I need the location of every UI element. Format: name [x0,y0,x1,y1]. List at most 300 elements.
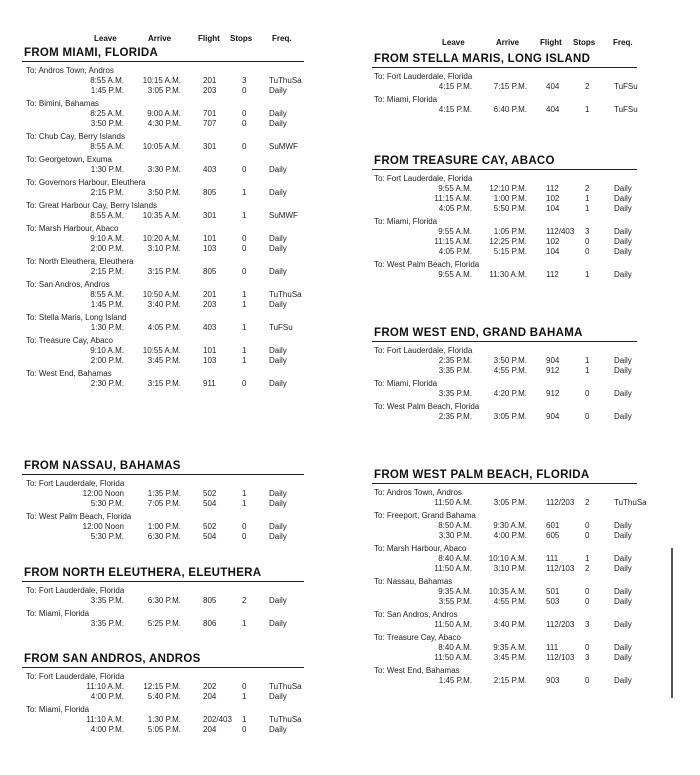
leave-time: 5:30 P.M. [90,499,124,508]
destination-label: To: Great Harbour Cay, Berry Islands [26,201,158,210]
stops-count: 0 [242,522,247,531]
arrive-time: 1:00 P.M. [147,522,181,531]
frequency: Daily [614,227,632,236]
flight-row [0,692,350,702]
schedule-section [0,46,350,392]
destination-label: To: Georgetown, Exuma [26,155,112,164]
stops-count: 3 [585,653,590,662]
arrive-time: 9:30 A.M. [493,521,527,530]
flight-row [350,597,700,607]
flight-number: 912 [546,389,560,398]
leave-time: 1:45 P.M. [90,86,124,95]
leave-time: 4:05 P.M. [438,247,472,256]
leave-time: 11:50 A.M. [434,653,472,662]
destination-label: To: Chub Cay, Berry Islands [26,132,126,141]
leave-time: 3:50 P.M. [90,119,124,128]
destination-label: To: Marsh Harbour, Abaco [26,224,119,233]
destination-group [0,672,350,702]
flight-row [0,346,350,356]
leave-time: 9:35 A.M. [438,587,472,596]
flight-row [0,188,350,198]
arrive-time: 1:35 P.M. [147,489,181,498]
flight-number: 504 [203,499,217,508]
arrive-time: 3:40 P.M. [147,300,181,309]
frequency: Daily [614,643,632,652]
leave-time: 4:00 P.M. [90,725,124,734]
flight-row [350,389,700,399]
stops-count: 0 [242,142,247,151]
destination-group [350,217,700,257]
arrive-time: 3:45 P.M. [493,653,527,662]
arrive-time: 3:45 P.M. [147,356,181,365]
destination-group [0,479,350,509]
destination-label: To: West End, Bahamas [26,369,112,378]
destination-label: To: Treasure Cay, Abaco [26,336,114,345]
destination-group [0,224,350,254]
leave-time: 1:30 P.M. [90,323,124,332]
section-rule [372,169,637,170]
flight-row [350,194,700,204]
flight-number: 701 [203,109,217,118]
leave-time: 9:55 A.M. [438,184,472,193]
stops-count: 1 [585,356,590,365]
leave-time: 2:15 P.M. [90,188,124,197]
leave-time: 11:50 A.M. [434,498,472,507]
destination-label: To: San Andros, Andros [26,280,110,289]
arrive-time: 6:40 P.M. [493,105,527,114]
stops-count: 0 [242,234,247,243]
stops-count: 0 [585,389,590,398]
leave-time: 8:40 A.M. [438,554,472,563]
flight-row [0,532,350,542]
destination-label: To: Miami, Florida [26,705,90,714]
destination-label: To: Fort Lauderdale, Florida [26,672,125,681]
flight-number: 503 [546,597,560,606]
arrive-time: 10:15 A.M. [142,76,181,85]
arrive-time: 7:15 P.M. [493,82,527,91]
flight-row [0,522,350,532]
frequency: TuThuSa [269,715,302,724]
schedule-section [350,52,700,118]
frequency: Daily [269,300,287,309]
leave-time: 8:55 A.M. [90,142,124,151]
frequency: Daily [269,86,287,95]
flight-row [0,234,350,244]
page-edge-mark [671,548,673,698]
arrive-time: 10:50 A.M. [142,290,181,299]
section-title: FROM TREASURE CAY, ABACO [374,155,555,167]
arrive-time: 10:20 A.M. [142,234,181,243]
flight-row [0,244,350,254]
flight-row [350,366,700,376]
arrive-time: 11:30 A.M. [489,270,527,279]
leave-time: 4:15 P.M. [438,82,472,91]
destination-group [350,666,700,686]
leave-time: 8:55 A.M. [90,290,124,299]
destination-label: To: West Palm Beach, Florida [374,260,480,269]
frequency: Daily [269,346,287,355]
leave-time: 3:55 P.M. [438,597,472,606]
leave-time: 2:35 P.M. [438,412,472,421]
flight-number: 103 [203,356,217,365]
flight-row [0,267,350,277]
stops-count: 1 [585,270,590,279]
stops-count: 1 [585,105,590,114]
stops-count: 1 [242,346,247,355]
leave-time: 11:10 A.M. [86,715,124,724]
frequency: Daily [614,531,632,540]
destination-group [350,402,700,422]
frequency: SuMWF [269,211,298,220]
stops-count: 0 [242,532,247,541]
flight-row [350,204,700,214]
flight-row [0,300,350,310]
arrive-time: 12:10 P.M. [489,184,527,193]
frequency: Daily [614,366,632,375]
stops-count: 1 [242,499,247,508]
leave-time: 12:00 Noon [82,489,124,498]
destination-label: To: Fort Lauderdale, Florida [374,174,473,183]
arrive-time: 3:05 P.M. [493,498,527,507]
destination-label: To: Freeport, Grand Bahama [374,511,476,520]
destination-label: To: Andros Town, Andros [374,488,462,497]
leave-time: 2:00 P.M. [90,244,124,253]
destination-label: To: Nassau, Bahamas [374,577,453,586]
stops-count: 2 [585,184,590,193]
leave-time: 1:45 P.M. [438,676,472,685]
stops-count: 1 [242,692,247,701]
arrive-time: 3:15 P.M. [147,267,181,276]
stops-count: 0 [585,521,590,530]
leave-time: 8:25 A.M. [90,109,124,118]
frequency: Daily [269,596,287,605]
leave-time: 11:50 A.M. [434,620,472,629]
destination-group [0,280,350,310]
stops-count: 0 [585,247,590,256]
stops-count: 0 [242,165,247,174]
leave-time: 4:15 P.M. [438,105,472,114]
frequency: Daily [614,270,632,279]
flight-number: 203 [203,300,217,309]
section-title: FROM MIAMI, FLORIDA [24,47,159,59]
destination-label: To: North Eleuthera, Eleuthera [26,257,134,266]
flight-row [350,247,700,257]
leave-time: 11:15 A.M. [434,237,472,246]
flight-row [350,498,700,508]
stops-count: 1 [242,211,247,220]
stops-count: 0 [585,676,590,685]
arrive-time: 10:35 A.M. [488,587,527,596]
leave-time: 9:10 A.M. [90,234,124,243]
section-title: FROM SAN ANDROS, ANDROS [24,653,201,665]
leave-time: 9:10 A.M. [90,346,124,355]
frequency: TuFSu [614,105,638,114]
flight-row [350,653,700,663]
arrive-time: 10:10 A.M. [488,554,527,563]
arrive-time: 12:15 P.M. [143,682,181,691]
stops-count: 1 [242,356,247,365]
frequency: TuThuSa [269,682,302,691]
destination-label: To: Miami, Florida [374,379,438,388]
flight-number: 911 [203,379,216,388]
frequency: Daily [269,244,287,253]
frequency: Daily [614,247,632,256]
flight-number: 112/103 [546,653,575,662]
stops-count: 1 [585,194,590,203]
flight-number: 601 [546,521,560,530]
stops-count: 1 [242,715,247,724]
stops-count: 0 [242,725,247,734]
flight-row [0,211,350,221]
leave-time: 4:00 P.M. [90,692,124,701]
leave-time: 5:30 P.M. [90,532,124,541]
flight-row [0,76,350,86]
section-title: FROM WEST PALM BEACH, FLORIDA [374,469,590,481]
header-flight: Flight [198,34,220,43]
section-rule [22,474,304,475]
flight-number: 112/403 [546,227,575,236]
arrive-time: 4:05 P.M. [147,323,181,332]
stops-count: 0 [242,244,247,253]
flight-number: 101 [203,346,217,355]
flight-row [0,109,350,119]
section-rule [22,667,304,668]
arrive-time: 10:55 A.M. [142,346,181,355]
flight-number: 102 [546,237,560,246]
leave-time: 11:15 A.M. [434,194,472,203]
flight-row [0,596,350,606]
destination-group [0,313,350,333]
leave-time: 3:35 P.M. [438,389,472,398]
arrive-time: 3:30 P.M. [147,165,181,174]
flight-row [350,643,700,653]
leave-time: 2:35 P.M. [438,356,472,365]
frequency: Daily [269,532,287,541]
flight-row [0,165,350,175]
flight-number: 111 [546,554,559,563]
frequency: Daily [269,234,287,243]
stops-count: 1 [242,323,247,332]
column-headers [0,34,350,46]
frequency: TuFSu [614,82,638,91]
leave-time: 3:35 P.M. [438,366,472,375]
leave-time: 12:00 Noon [82,522,124,531]
stops-count: 1 [585,204,590,213]
frequency: TuThuSa [614,498,647,507]
flight-number: 201 [203,76,217,85]
section-rule [22,61,304,62]
header-arrive: Arrive [496,38,520,47]
stops-count: 1 [242,619,247,628]
flight-row [350,270,700,280]
destination-group [350,488,700,508]
flight-row [350,356,700,366]
destination-group [350,174,700,214]
flight-row [0,715,350,725]
arrive-time: 5:40 P.M. [147,692,181,701]
flight-number: 202/403 [203,715,232,724]
flight-number: 904 [546,412,560,421]
destination-label: To: West End, Bahamas [374,666,460,675]
stops-count: 0 [585,587,590,596]
header-freq: Freq. [272,34,292,43]
flight-number: 104 [546,204,560,213]
frequency: Daily [269,165,287,174]
arrive-time: 4:55 P.M. [493,597,527,606]
destination-group [0,705,350,735]
frequency: Daily [269,379,287,388]
stops-count: 3 [585,227,590,236]
arrive-time: 1:30 P.M. [147,715,181,724]
arrive-time: 5:50 P.M. [493,204,527,213]
destination-group [350,610,700,630]
stops-count: 0 [242,109,247,118]
frequency: Daily [614,521,632,530]
leave-time: 8:50 A.M. [438,521,472,530]
arrive-time: 12:25 P.M. [489,237,527,246]
flight-number: 101 [203,234,217,243]
flight-number: 404 [546,82,560,91]
stops-count: 2 [585,498,590,507]
flight-number: 504 [203,532,217,541]
frequency: Daily [614,356,632,365]
frequency: Daily [614,676,632,685]
stops-count: 1 [585,366,590,375]
flight-number: 912 [546,366,560,375]
header-arrive: Arrive [148,34,172,43]
frequency: Daily [269,489,287,498]
destination-label: To: Miami, Florida [374,95,438,104]
section-title: FROM NASSAU, BAHAMAS [24,460,181,472]
frequency: Daily [269,499,287,508]
stops-count: 1 [242,300,247,309]
flight-number: 502 [203,489,217,498]
stops-count: 1 [242,290,247,299]
destination-label: To: Stella Maris, Long Island [26,313,127,322]
destination-label: To: Governors Harbour, Eleuthera [26,178,146,187]
arrive-time: 6:30 P.M. [147,532,181,541]
destination-group [0,609,350,629]
arrive-time: 5:25 P.M. [147,619,181,628]
frequency: Daily [614,597,632,606]
stops-count: 3 [585,620,590,629]
leave-time: 4:05 P.M. [438,204,472,213]
destination-group [0,99,350,129]
destination-group [0,369,350,389]
section-title: FROM NORTH ELEUTHERA, ELEUTHERA [24,567,262,579]
schedule-section [0,566,350,632]
section-rule [22,581,304,582]
arrive-time: 5:15 P.M. [493,247,527,256]
flight-row [350,564,700,574]
flight-row [350,676,700,686]
flight-number: 103 [203,244,217,253]
arrive-time: 4:20 P.M. [493,389,527,398]
leave-time: 2:30 P.M. [90,379,124,388]
arrive-time: 3:40 P.M. [493,620,527,629]
flight-number: 204 [203,725,217,734]
schedule-section [350,154,700,283]
frequency: Daily [269,356,287,365]
leave-time: 2:15 P.M. [90,267,124,276]
stops-count: 0 [242,267,247,276]
stops-count: 1 [242,489,247,498]
header-leave: Leave [94,34,117,43]
arrive-time: 3:10 P.M. [147,244,181,253]
frequency: TuThuSa [269,76,302,85]
flight-row [0,119,350,129]
header-stops: Stops [230,34,253,43]
stops-count: 3 [242,76,247,85]
flight-number: 403 [203,323,217,332]
arrive-time: 3:05 P.M. [493,412,527,421]
flight-row [350,620,700,630]
destination-label: To: Treasure Cay, Abaco [374,633,462,642]
destination-group [0,201,350,221]
flight-row [350,227,700,237]
schedule-section [0,652,350,738]
destination-group [0,178,350,198]
frequency: Daily [269,109,287,118]
frequency: Daily [614,204,632,213]
flight-number: 102 [546,194,560,203]
flight-number: 112/203 [546,498,575,507]
flight-number: 404 [546,105,560,114]
header-flight: Flight [540,38,562,47]
flight-row [350,105,700,115]
arrive-time: 3:15 P.M. [147,379,181,388]
leave-time: 8:40 A.M. [438,643,472,652]
header-leave: Leave [442,38,465,47]
stops-count: 1 [585,554,590,563]
arrive-time: 1:05 P.M. [493,227,527,236]
header-freq: Freq. [613,38,633,47]
stops-count: 0 [585,237,590,246]
frequency: Daily [614,194,632,203]
frequency: Daily [614,554,632,563]
flight-row [0,290,350,300]
stops-count: 1 [242,188,247,197]
flight-number: 112 [546,270,559,279]
flight-number: 605 [546,531,560,540]
flight-number: 202 [203,682,217,691]
flight-row [0,86,350,96]
stops-count: 0 [242,682,247,691]
flight-number: 707 [203,119,217,128]
destination-group [0,155,350,175]
arrive-time: 4:30 P.M. [147,119,181,128]
stops-count: 2 [242,596,247,605]
frequency: Daily [614,653,632,662]
flight-number: 805 [203,188,217,197]
flight-row [350,82,700,92]
flight-number: 806 [203,619,217,628]
flight-number: 301 [203,142,217,151]
arrive-time: 2:15 P.M. [493,676,527,685]
destination-label: To: West Palm Beach, Florida [374,402,480,411]
flight-row [350,184,700,194]
flight-row [0,619,350,629]
destination-group [350,633,700,663]
section-rule [372,483,637,484]
frequency: Daily [614,620,632,629]
leave-time: 3:30 P.M. [438,531,472,540]
flight-number: 403 [203,165,217,174]
stops-count: 2 [585,564,590,573]
stops-count: 2 [585,82,590,91]
destination-label: To: Fort Lauderdale, Florida [26,586,125,595]
flight-number: 104 [546,247,560,256]
